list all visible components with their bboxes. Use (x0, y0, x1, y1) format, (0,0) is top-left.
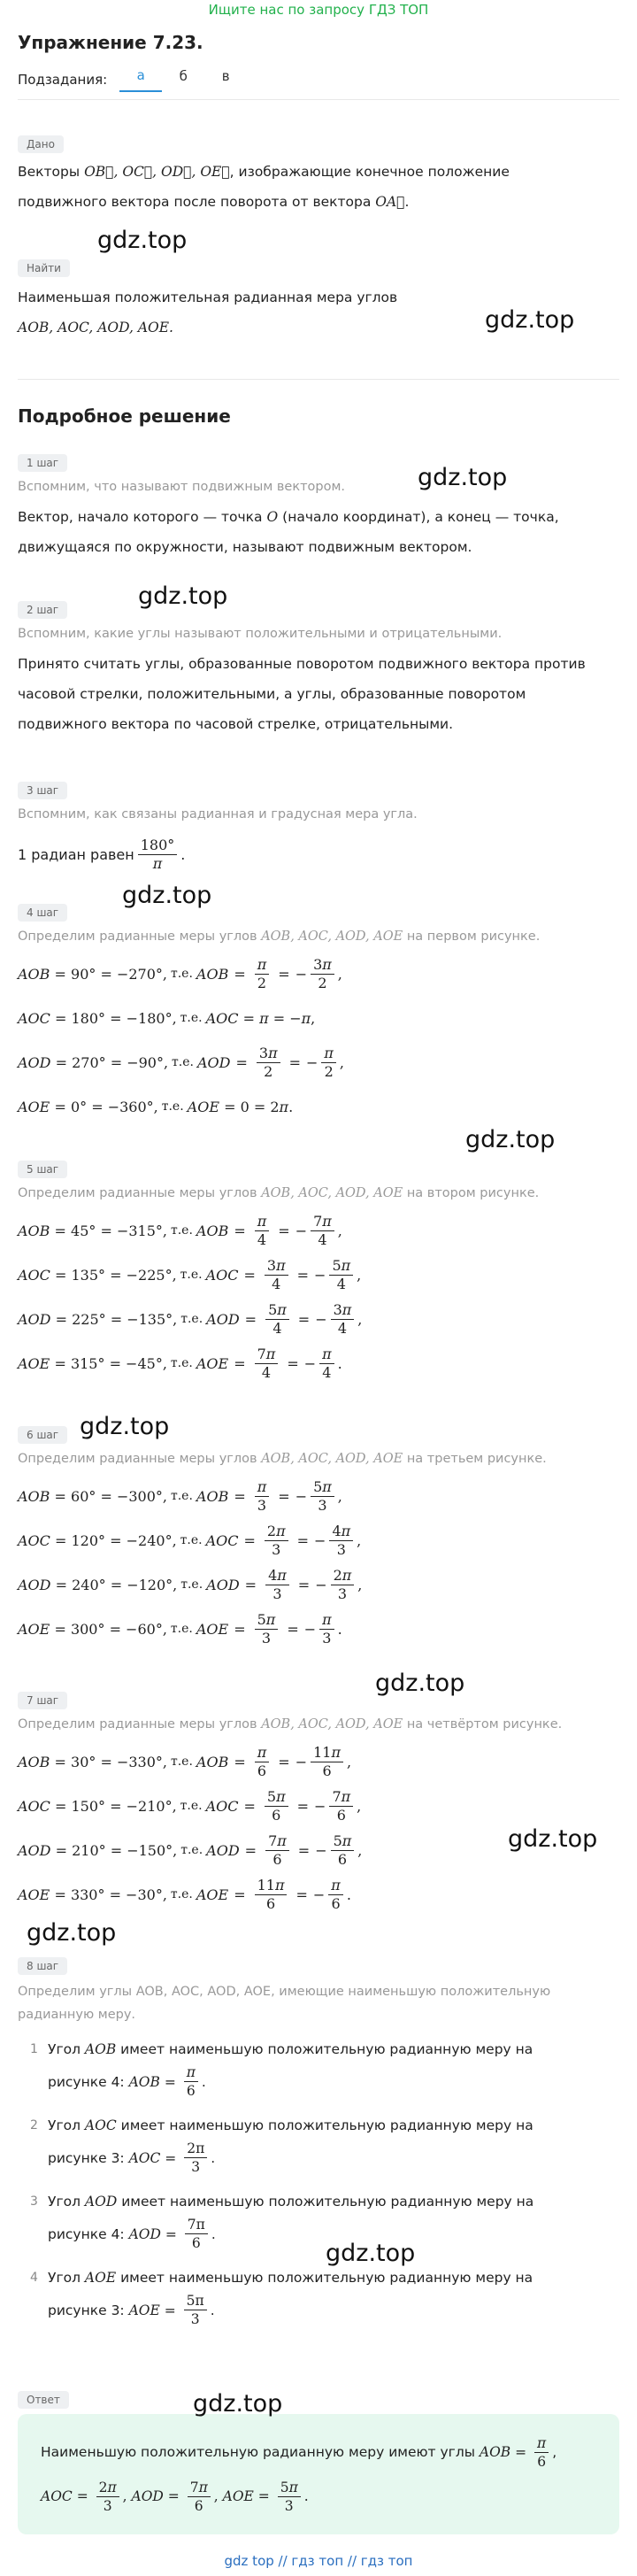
radian-formula: 1 радиан равен $\frac{180^\circ}{\pi}$ . (18, 836, 186, 872)
equation: AOC = 180° = −180°, т.е. AOC = π = − π , (18, 1009, 316, 1027)
step-6 (0, 1425, 637, 1651)
footer-links[interactable]: gdz top // гдз топ // гдз топ (224, 2553, 413, 2569)
step-hint: Определим радианные меры углов AOB, AOC, AOD, AOE на четвёртом рисунке. (18, 1717, 563, 1731)
step-badge: 2 шаг (18, 601, 67, 619)
watermark: gdz.top (27, 1919, 117, 1947)
given-badge: Дано (18, 135, 64, 153)
step-5 (0, 1160, 637, 1385)
subtask-tabs (0, 53, 637, 92)
step-hint: Определим радианные меры углов AOB, AOC, AOD, AOE на третьем рисунке. (18, 1452, 547, 1466)
answer-box: Наименьшую положительную радианную меру имеют углы AOB = $\frac{\pi}{6}$ , AOC = $\frac{2\pi}{3}$ , AOD = $\frac{7\pi}{6}$ , AOE = $\frac{5\pi}{3}$ . (18, 2414, 619, 2534)
step-text: Вектор, начало которого — точка O (начало координат), а конец — точка, движущаяся по окружности, называют подвижным вектором. (18, 509, 559, 555)
divider (18, 379, 619, 380)
given-text: Векторы OB⃗, OC⃗, OD⃗, OE⃗, изображающие конечное положение подвижного вектора после поворота от вектора OA⃗. (18, 164, 510, 210)
equation: AOE = 315° = −45°, т.е. AOE = $\frac{7\pi}{4}$ = − $\frac{\pi}{4}$ . (18, 1345, 342, 1381)
step-text: Принято считать углы, образованные поворотом подвижного вектора против часовой стрелки, положительными, а углы, образованные поворотом подвижного вектора по часовой стрелке, отрицательными. (18, 656, 586, 732)
subtasks-label: Подзадания: (18, 72, 108, 88)
solution-title: Подробное решение (18, 405, 231, 427)
list-item: 2 Угол AOC имеет наименьшую положительную радианную меру на (30, 2117, 533, 2133)
step-badge: 4 шаг (18, 904, 67, 922)
watermark: gdz.top (97, 227, 188, 254)
step-badge: 5 шаг (18, 1161, 67, 1178)
step-2 (0, 600, 637, 739)
step-8 (0, 1956, 637, 2340)
watermark: gdz.top (375, 1670, 465, 1697)
step-hint: Вспомним, какие углы называют положительными и отрицательными. (18, 627, 503, 641)
equation: AOB = 90° = −270°, т.е. AOB = $\frac{\pi}{2}$ = − $\frac{3\pi}{2}$ , (18, 955, 342, 991)
answer-badge: Ответ (18, 2391, 69, 2409)
tab-b[interactable]: б (179, 68, 188, 84)
step-7 (0, 1691, 637, 1917)
step-badge: 6 шаг (18, 1426, 67, 1444)
equation: AOE = 330° = −30°, т.е. AOE = $\frac{11\pi}{6}$ = − $\frac{\pi}{6}$ . (18, 1876, 351, 1912)
equation: AOC = 150° = −210°, т.е. AOC = $\frac{5\pi}{6}$ = − $\frac{7\pi}{6}$ , (18, 1787, 362, 1824)
step-hint: Вспомним, как связаны радианная и градусная мера угла. (18, 807, 418, 821)
top-search-hint[interactable]: Ищите нас по запросу ГДЗ ТОП (208, 2, 429, 18)
find-angles: AOB, AOC, AOD, AOE. (18, 320, 173, 335)
watermark: gdz.top (122, 882, 212, 909)
find-badge: Найти (18, 259, 70, 277)
answer-list (0, 2035, 637, 2340)
list-item-formula: рисунке 3: AOE = $\frac{5\pi}{3}$ . (48, 2293, 215, 2327)
step-hint: Определим радианные меры углов AOB, AOC, AOD, AOE на втором рисунке. (18, 1186, 540, 1200)
equation: AOB = 45° = −315°, т.е. AOB = $\frac{\pi}{4}$ = − $\frac{7\pi}{4}$ , (18, 1212, 342, 1248)
equation: AOD = 225° = −135°, т.е. AOD = $\frac{5\pi}{4}$ = − $\frac{3\pi}{4}$ , (18, 1300, 363, 1337)
watermark: gdz.top (138, 582, 228, 610)
equation: AOD = 210° = −150°, т.е. AOD = $\frac{7\pi}{6}$ = − $\frac{5\pi}{6}$ , (18, 1832, 363, 1868)
list-item-formula: рисунке 3: AOC = $\frac{2\pi}{3}$ . (48, 2140, 216, 2175)
watermark: gdz.top (418, 464, 508, 491)
step-hint: Определим углы AOB, AOC, AOD, AOE, имеющие наименьшую положительную радианную меру. (18, 1985, 551, 2022)
answer-section (18, 2390, 619, 2534)
watermark: gdz.top (326, 2240, 416, 2267)
list-item: 4 Угол AOE имеет наименьшую положительную радианную меру на (30, 2270, 533, 2286)
watermark: gdz.top (465, 1126, 556, 1153)
watermark: gdz.top (508, 1825, 598, 1853)
equation: AOE = 0° = −360°, т.е. AOE = 0 = 2 π . (18, 1098, 294, 1115)
equation: AOC = 135° = −225°, т.е. AOC = $\frac{3\pi}{4}$ = − $\frac{5\pi}{4}$ , (18, 1256, 362, 1292)
step-badge: 3 шаг (18, 782, 67, 799)
step-badge: 1 шаг (18, 454, 67, 472)
list-item: 1 Угол AOB имеет наименьшую положительную радианную меру на (30, 2041, 533, 2057)
watermark: gdz.top (485, 306, 575, 334)
watermark: gdz.top (193, 2390, 283, 2418)
page-title: Упражнение 7.23. (18, 32, 203, 53)
list-item: 3 Угол AOD имеет наименьшую положительную радианную меру на (30, 2194, 534, 2210)
step-badge: 7 шаг (18, 1692, 67, 1709)
equation: AOD = 240° = −120°, т.е. AOD = $\frac{4\pi}{3}$ = − $\frac{2\pi}{3}$ , (18, 1566, 363, 1602)
equation: AOC = 120° = −240°, т.е. AOC = $\frac{2\pi}{3}$ = − $\frac{4\pi}{3}$ , (18, 1522, 362, 1558)
equation: AOD = 270° = −90°, т.е. AOD = $\frac{3\pi}{2}$ = − $\frac{\pi}{2}$ , (18, 1044, 345, 1080)
find-text: Наименьшая положительная радианная мера углов (18, 289, 398, 305)
equation: AOE = 300° = −60°, т.е. AOE = $\frac{5\pi}{3}$ = − $\frac{\pi}{3}$ . (18, 1610, 342, 1647)
step-badge: 8 шаг (18, 1957, 67, 1975)
list-item-formula: рисунке 4: AOD = $\frac{7\pi}{6}$ . (48, 2217, 216, 2251)
list-item-formula: рисунке 4: AOB = $\frac{\pi}{6}$ . (48, 2064, 206, 2099)
equation: AOB = 60° = −300°, т.е. AOB = $\frac{\pi}{3}$ = − $\frac{5\pi}{3}$ , (18, 1477, 342, 1514)
tab-v[interactable]: в (221, 68, 230, 84)
step-hint: Определим радианные меры углов AOB, AOC, AOD, AOE на первом рисунке. (18, 929, 541, 944)
watermark: gdz.top (80, 1413, 170, 1440)
step-4 (0, 903, 637, 1129)
given-section (0, 135, 637, 217)
step-hint: Вспомним, что называют подвижным вектором. (18, 480, 346, 494)
step-1 (0, 453, 637, 562)
tab-a[interactable]: а (119, 67, 162, 92)
equation: AOB = 30° = −330°, т.е. AOB = $\frac{\pi}{6}$ = − $\frac{11\pi}{6}$ , (18, 1743, 352, 1779)
divider (18, 99, 619, 100)
step-3 (0, 781, 637, 879)
